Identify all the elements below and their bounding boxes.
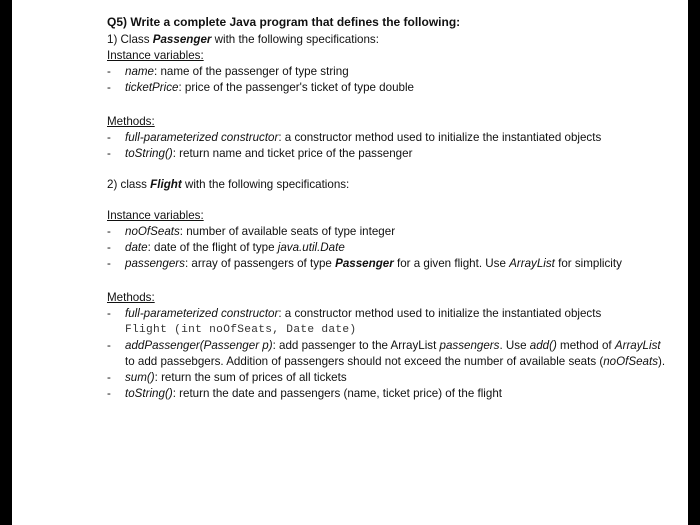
method-name: sum() [125, 371, 155, 384]
part2-method-constructor [107, 306, 667, 322]
var-name: ticketPrice [125, 81, 179, 94]
part2-class-name: Flight [150, 178, 182, 191]
part1-method-tostring [107, 146, 667, 162]
method-desc: : return the sum of prices of all tickets [154, 371, 347, 384]
var-list-type: ArrayList [509, 257, 555, 270]
part1-var-ticketprice [107, 80, 667, 96]
part2-method-sum [107, 370, 667, 386]
method-name: addPassenger(Passenger p) [125, 339, 273, 352]
method-desc: : a constructor method used to initialize the instantiated objects [278, 131, 602, 144]
method-desc: ). [658, 355, 666, 368]
constructor-signature: Flight (int noOfSeats, Date date) [125, 324, 357, 336]
var-desc: for a given flight. Use [393, 257, 510, 270]
bullet-dash: - [107, 339, 111, 352]
document-page [12, 0, 688, 525]
var-name: noOfSeats [125, 225, 180, 238]
var-name: name [125, 65, 155, 78]
var-type: Passenger [335, 257, 394, 270]
method-desc: to add passebgers. Addition of passengers should not exceed the number of available seats ( [125, 355, 604, 368]
bullet-dash: - [107, 371, 111, 384]
part1-var-name [107, 64, 667, 80]
bullet-dash: - [107, 387, 111, 400]
part1-method-constructor [107, 130, 667, 146]
var-name: passengers [125, 257, 185, 270]
bullet-dash: - [107, 307, 111, 320]
part2-var-noofseats [107, 224, 667, 240]
method-desc: : add passenger to the ArrayList [272, 339, 440, 352]
part2-heading-prefix: 2) class [107, 178, 151, 191]
method-desc: : return name and ticket price of the passenger [172, 147, 413, 160]
part2-instance-label: Instance variables: [107, 209, 204, 222]
var-type: java.util.Date [277, 241, 345, 254]
arraylist-type: ArrayList [614, 339, 661, 352]
part2-methods-label: Methods: [107, 291, 155, 304]
question-content [107, 14, 667, 402]
var-desc: : name of the passenger of type string [154, 65, 349, 78]
part2-method-addpassenger [107, 338, 667, 370]
var-desc: for simplicity [554, 257, 622, 270]
part1-class-name: Passenger [152, 33, 212, 46]
bullet-dash: - [107, 241, 111, 254]
var-desc: : number of available seats of type integer [179, 225, 396, 238]
var-name: date [125, 241, 148, 254]
method-desc: : a constructor method used to initialize the instantiated objects [278, 307, 602, 320]
var-desc: : price of the passenger's ticket of type double [178, 81, 414, 94]
method-desc: method of [556, 339, 615, 352]
list-name: passengers [439, 339, 500, 352]
var-desc: : array of passengers of type [184, 257, 336, 270]
part1-heading-suffix: with the following specifications: [211, 33, 379, 46]
part1-instance-label: Instance variables: [107, 49, 204, 62]
question-title: Q5) Write a complete Java program that defines the following: [107, 15, 461, 29]
method-desc: . Use [499, 339, 530, 352]
bullet-dash: - [107, 131, 111, 144]
seats-var: noOfSeats [603, 355, 659, 368]
add-method: add() [529, 339, 557, 352]
method-name: toString() [125, 387, 173, 400]
method-name: full-parameterized constructor [125, 307, 279, 320]
part2-var-passengers [107, 256, 667, 272]
part1-methods-label: Methods: [107, 115, 155, 128]
part2-var-date [107, 240, 667, 256]
bullet-dash: - [107, 147, 111, 160]
bullet-dash: - [107, 65, 111, 78]
part2-heading-suffix: with the following specifications: [181, 178, 350, 191]
part1-heading [107, 32, 667, 48]
part2-method-tostring [107, 386, 667, 402]
bullet-dash: - [107, 257, 111, 270]
method-name: toString() [125, 147, 173, 160]
method-name: full-parameterized constructor [125, 131, 279, 144]
part2-heading [107, 177, 667, 193]
var-desc: : date of the flight of type [147, 241, 278, 254]
bullet-dash: - [107, 225, 111, 238]
part1-heading-prefix: 1) Class [107, 33, 153, 46]
method-desc: : return the date and passengers (name, ticket price) of the flight [172, 387, 502, 400]
bullet-dash: - [107, 81, 111, 94]
